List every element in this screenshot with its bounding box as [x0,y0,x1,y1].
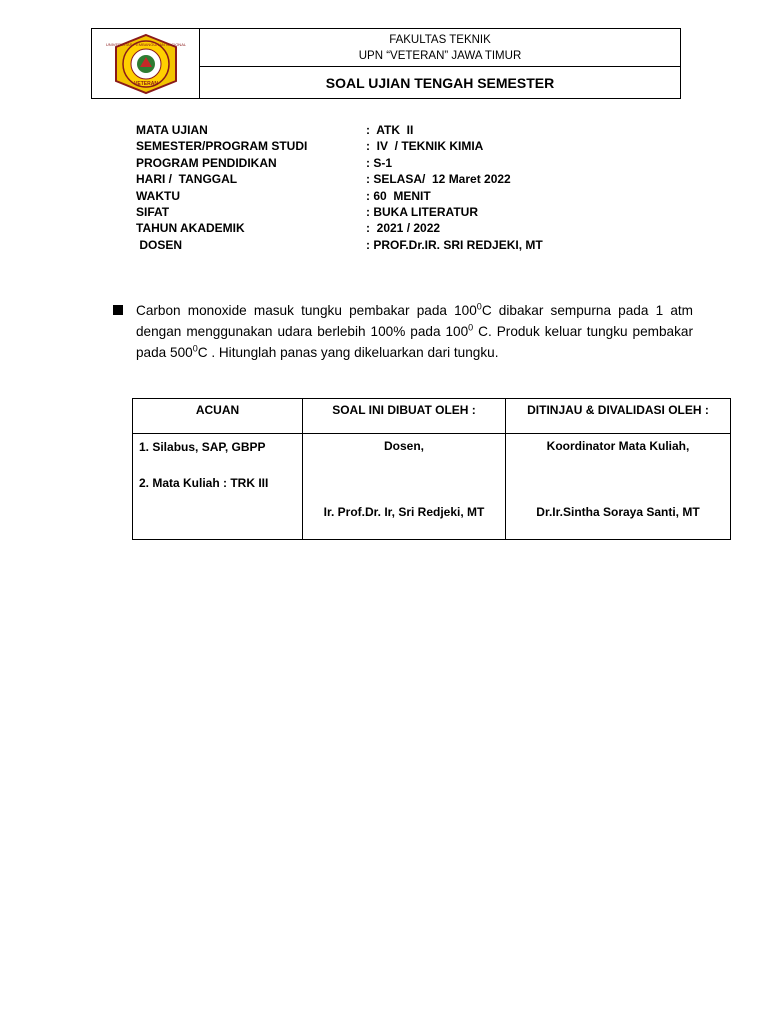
header-table [91,28,681,99]
validator-role: Koordinator Mata Kuliah, [546,439,690,453]
square-bullet-icon [113,305,123,315]
reference-item: 2. Mata Kuliah : TRK III [139,476,269,490]
info-row [136,122,543,138]
approval-table [132,398,731,540]
info-value: : PROF.Dr.IR. SRI REDJEKI, MT [366,237,543,252]
info-row [136,204,543,220]
validator-name: Dr.Ir.Sintha Soraya Santi, MT [536,505,700,519]
question-text-part: C. Produk keluar tungku pembakar pada 500 [136,324,693,360]
question [113,300,693,363]
logo-text: UNIVERSITAS PEMBANGUNAN NASIONAL [105,41,186,47]
info-row [136,188,543,204]
question-text-part: Carbon monoxide masuk tungku pembakar pada 100 [136,303,477,318]
header-reference: ACUAN [133,399,303,434]
exam-info [136,122,543,253]
maker-cell [303,434,506,539]
info-label: HARI / TANGGAL [136,172,238,187]
info-label: TAHUN AKADEMIK [136,221,245,236]
degree-superscript: 0 [468,322,474,333]
info-label: SEMESTER/PROGRAM STUDI [136,139,308,154]
info-label: SIFAT [136,204,170,219]
info-label: PROGRAM PENDIDIKAN [136,155,277,170]
university-name: UPN “VETERAN” JAWA TIMUR [358,50,522,62]
info-value: : 2021 / 2022 [366,221,441,236]
degree-superscript: 0 [476,301,482,312]
reference-item: 1. Silabus, SAP, GBPP [139,440,266,454]
logo-cell [92,29,200,98]
info-value: : IV / TEKNIK KIMIA [366,139,484,154]
header-validated-by: DITINJAU & DIVALIDASI OLEH : [506,399,730,434]
degree-superscript: 0 [192,343,198,354]
logo-subtext: VETERAN [133,80,158,87]
university-logo [105,33,186,95]
info-value: : 60 MENIT [366,188,431,203]
info-row [136,237,543,253]
info-value: : BUKA LITERATUR [366,204,478,219]
info-row [136,138,543,154]
info-value: : S-1 [366,155,393,170]
maker-role: Dosen, [383,439,424,453]
header-made-by: SOAL INI DIBUAT OLEH : [303,399,506,434]
question-text-part: C dibakar sempurna pada 1 atm dengan menggunakan udara berlebih 100% pada 100 [136,303,693,339]
faculty-name: FAKULTAS TEKNIK [389,34,491,46]
info-label: WAKTU [136,188,180,203]
document-title: SOAL UJIAN TENGAH SEMESTER [325,74,555,91]
info-label: DOSEN [136,237,183,252]
question-text [136,300,693,363]
reference-cell [133,434,303,539]
info-value: : SELASA/ 12 Maret 2022 [366,172,511,187]
info-label: MATA UJIAN [136,123,208,137]
info-row [136,220,543,236]
question-text-part: C . Hitunglah panas yang dikeluarkan dari tungku. [197,345,499,360]
info-row [136,155,543,171]
maker-name: Ir. Prof.Dr. Ir, Sri Redjeki, MT [323,505,485,519]
validator-cell [506,434,730,539]
info-row [136,171,543,187]
institution-cell [200,29,680,67]
info-value: : ATK II [366,123,414,137]
